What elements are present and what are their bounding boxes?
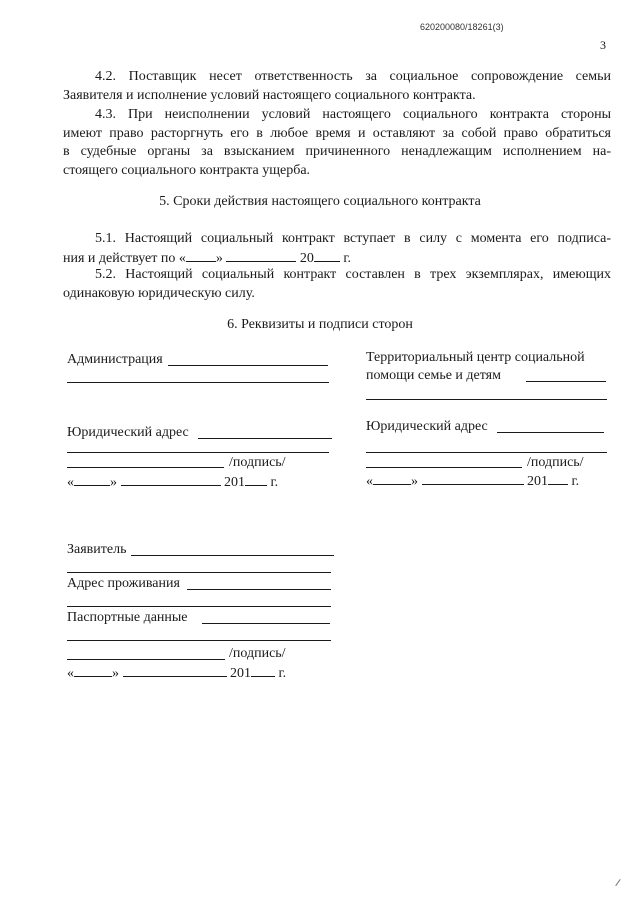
applicant-line [131, 555, 334, 556]
paragraph-line: 5.1. Настоящий социальный контракт вступает в силу с момента его подписа- [95, 231, 611, 246]
right-address-label: Юридический адрес [366, 419, 488, 434]
residence-label: Адрес проживания [67, 576, 180, 591]
month-blank [121, 473, 221, 486]
passport-label: Паспортные данные [67, 610, 188, 625]
right-address-line [497, 432, 604, 433]
residence-line [187, 589, 331, 590]
text-fragment: » [110, 475, 117, 490]
year-blank [245, 473, 267, 486]
text-fragment: 201 [527, 474, 548, 489]
month-blank [123, 664, 227, 677]
left-address-line-2 [67, 452, 329, 453]
paragraph-line: 4.3. При неисполнении условий настоящего социального контракта стороны [95, 107, 611, 122]
text-fragment: г. [343, 250, 352, 266]
text-fragment: « [366, 474, 373, 489]
passport-line-2 [67, 640, 331, 641]
paragraph-line: имеют право расторгнуть его в любое время и оставляют за собой право обратиться [63, 125, 611, 141]
paragraph-4-3 [63, 106, 611, 180]
right-address-line-2 [366, 452, 607, 453]
left-signature-label: /подпись/ [229, 455, 286, 470]
right-signature-label: /подпись/ [527, 455, 584, 470]
left-date [67, 473, 278, 491]
text-fragment: г. [571, 474, 580, 489]
left-address-line [198, 438, 332, 439]
text-fragment: ния и действует по « [63, 250, 186, 266]
text-fragment: г. [270, 475, 279, 490]
month-blank [422, 472, 524, 485]
document-id: 620200080/18261(3) [420, 22, 504, 32]
day-blank [186, 249, 216, 262]
administration-line-2 [67, 382, 329, 383]
territorial-center-label: Территориальный центр социальной [366, 350, 585, 365]
applicant-signature-line [67, 659, 225, 660]
paragraph-line: Заявителя и исполнение условий настоящего социального контракта. [63, 87, 476, 103]
text-fragment: 20 [299, 250, 314, 266]
year-blank [548, 472, 568, 485]
territorial-center-line-2 [366, 399, 607, 400]
day-blank [74, 473, 110, 486]
section-5-title: 5. Сроки действия настоящего социального контракта [159, 194, 481, 209]
left-signature-line [67, 467, 224, 468]
text-fragment: « [67, 475, 74, 490]
paragraph-line: стоящего социального контракта ущерба. [63, 162, 311, 178]
applicant-signature-label: /подпись/ [229, 646, 286, 661]
residence-line-2 [67, 606, 331, 607]
text-fragment: » [411, 474, 418, 489]
page-number: 3 [600, 38, 606, 52]
territorial-center-label-2: помощи семье и детям [366, 368, 501, 383]
territorial-center-line [526, 381, 606, 382]
paragraph-line: одинаковую юридическую силу. [63, 285, 255, 301]
text-fragment: « [67, 666, 74, 681]
day-blank [373, 472, 411, 485]
paragraph-line: в судебные органы за взысканием причиненного ненадлежащим исполнением на- [63, 144, 611, 159]
year-blank [314, 249, 340, 262]
left-address-label: Юридический адрес [67, 425, 189, 440]
right-signature-line [366, 467, 522, 468]
applicant-line-2 [67, 572, 331, 573]
month-blank [226, 249, 296, 262]
passport-line [202, 623, 330, 624]
applicant-date [67, 664, 286, 682]
paragraph-line: 4.2. Поставщик несет ответственность за социальное сопровождение семьи [95, 69, 611, 84]
text-fragment: 201 [230, 666, 251, 681]
administration-line [168, 365, 328, 366]
paragraph-line: 5.2. Настоящий социальный контракт составлен в трех экземплярах, имеющих [95, 267, 611, 282]
text-fragment: 201 [224, 475, 245, 490]
text-fragment: » [112, 666, 119, 681]
text-fragment: » [215, 250, 223, 266]
year-blank [251, 664, 275, 677]
scan-mark [615, 879, 625, 889]
section-6-title: 6. Реквизиты и подписи сторон [227, 317, 413, 332]
applicant-label: Заявитель [67, 542, 127, 557]
administration-label: Администрация [67, 352, 163, 367]
paragraph-5-2 [63, 266, 611, 303]
paragraph-4-2 [63, 68, 611, 105]
right-date [366, 472, 579, 490]
text-fragment: г. [278, 666, 287, 681]
paragraph-5-1 [63, 230, 611, 268]
day-blank [74, 664, 112, 677]
